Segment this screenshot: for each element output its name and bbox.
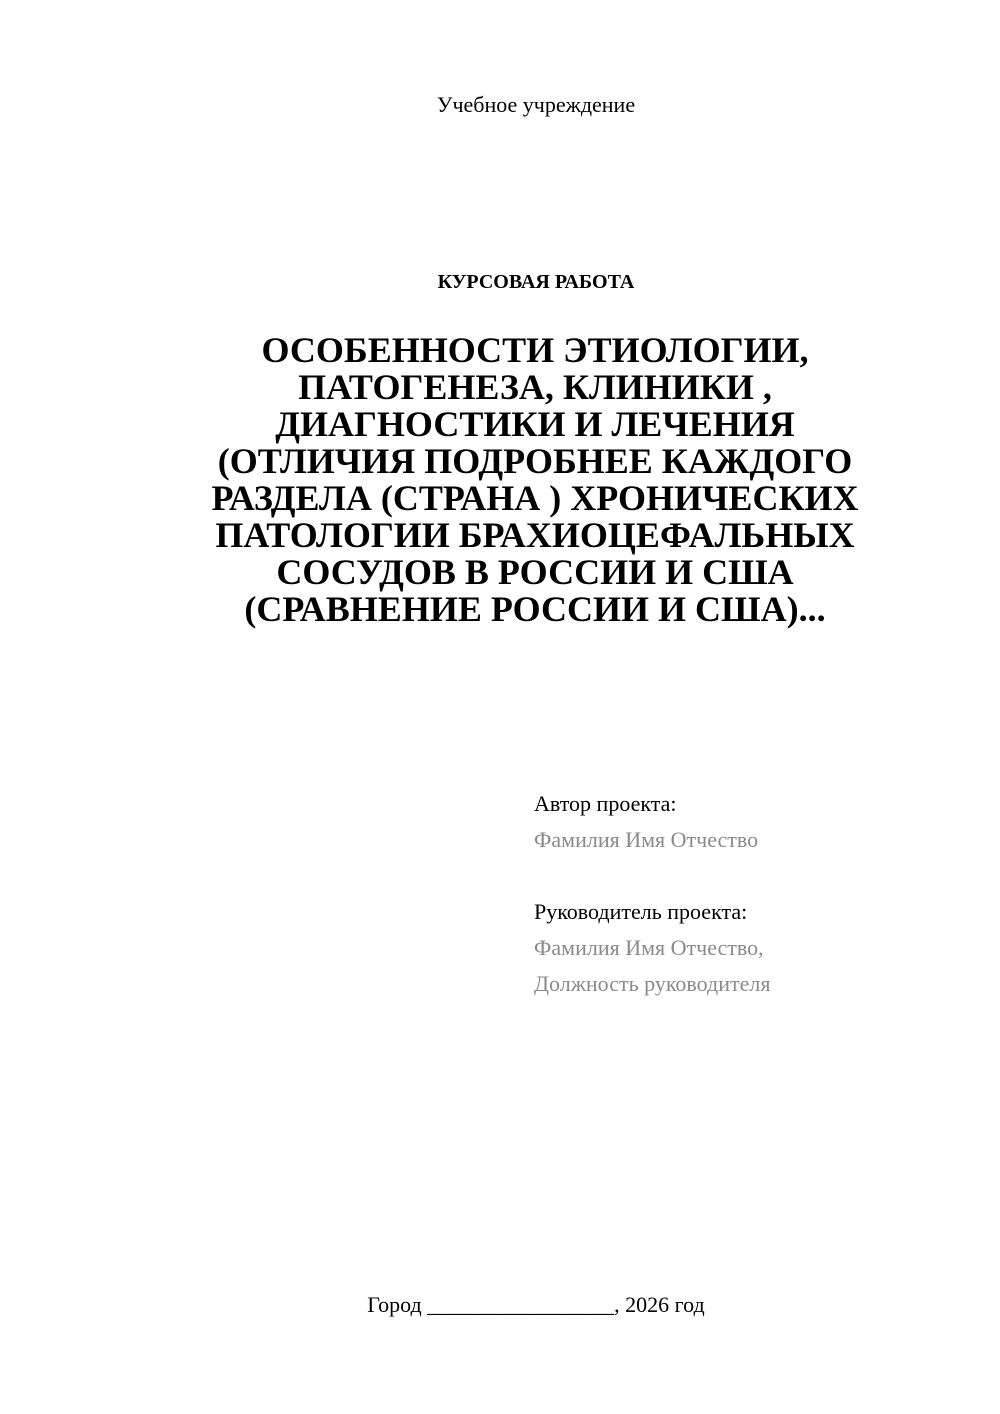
supervisor-name: Фамилия Имя Отчество, <box>534 935 764 960</box>
title-line: ДИАГНОСТИКИ И ЛЕЧЕНИЯ <box>275 404 795 444</box>
work-type-heading: КУРСОВАЯ РАБОТА <box>437 271 635 293</box>
supervisor-position: Должность руководителя <box>534 971 771 996</box>
city-year-line: Город _________________, 2026 год <box>367 1292 705 1317</box>
title-line: СОСУДОВ В РОССИИ И США <box>276 552 794 592</box>
title-line: ПАТОГЕНЕЗА, КЛИНИКИ , <box>298 367 772 407</box>
title-line: (СРАВНЕНИЕ РОССИИ И США)... <box>244 589 826 629</box>
work-title <box>150 332 920 628</box>
author-block <box>534 786 974 858</box>
title-line: (ОТЛИЧИЯ ПОДРОБНЕЕ КАЖДОГО <box>217 441 853 481</box>
supervisor-label: Руководитель проекта: <box>534 899 748 924</box>
institution-name: Учебное учреждение <box>436 92 636 117</box>
title-line: ПАТОЛОГИИ БРАХИОЦЕФАЛЬНЫХ <box>215 515 855 555</box>
supervisor-block <box>534 894 974 1002</box>
title-line: ОСОБЕННОСТИ ЭТИОЛОГИИ, <box>261 330 809 370</box>
author-label: Автор проекта: <box>534 791 677 816</box>
title-line: РАЗДЕЛА (СТРАНА ) ХРОНИЧЕСКИХ <box>211 478 859 518</box>
author-name: Фамилия Имя Отчество <box>534 827 759 852</box>
